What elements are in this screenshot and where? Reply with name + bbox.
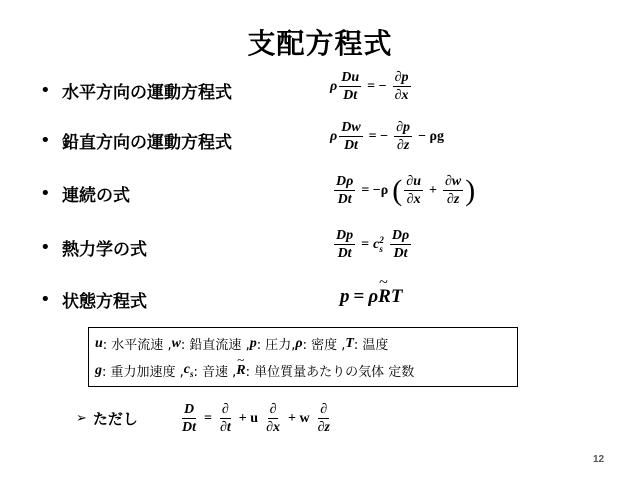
variable-definitions-box: [88, 327, 518, 387]
numerator: ∂: [320, 402, 328, 417]
plus: +: [429, 182, 437, 198]
definitions-line-1: [95, 330, 511, 357]
var-u: u: [95, 335, 103, 351]
fraction: [316, 402, 332, 435]
bullet-label: 連続の式: [62, 185, 130, 206]
desc-p: : 圧力,: [256, 338, 296, 353]
numerator: Dρ: [336, 174, 354, 189]
desc-w: : 鉛直流速 ,: [180, 338, 250, 353]
right-paren: ): [465, 173, 476, 207]
numerator: Dw: [341, 120, 361, 135]
bullet-label: 鉛直方向の運動方程式: [62, 132, 232, 153]
tilde-mark: ~: [379, 274, 388, 291]
superscript: 2: [379, 234, 384, 245]
gravity-term: − ρg: [418, 128, 445, 144]
fraction: [334, 228, 355, 261]
equation-horizontal-momentum: [330, 70, 413, 103]
r-tilde: [378, 274, 391, 308]
subscript: s: [379, 243, 383, 254]
bullet-dot: •: [40, 129, 51, 151]
bullet-state-equation: [40, 285, 147, 313]
denominator: Dt: [182, 420, 196, 435]
fraction: [339, 120, 362, 153]
var-cs: [184, 362, 194, 379]
numerator: ∂p: [396, 120, 411, 135]
bullet-dot: •: [40, 236, 51, 258]
numerator: D: [183, 402, 195, 417]
var-w: w: [171, 335, 181, 351]
denominator: ∂x: [406, 192, 421, 207]
cs-subscript: s: [190, 368, 194, 379]
denominator: ∂z: [317, 420, 330, 435]
bullet-thermodynamics: [40, 233, 147, 261]
definitions-line-2: [95, 351, 511, 384]
bullet-label: 状態方程式: [62, 291, 147, 312]
t-symbol: T: [390, 286, 403, 307]
denominator: Dt: [343, 88, 358, 103]
note-label: ただし: [92, 410, 138, 428]
p-symbol: p: [340, 286, 350, 307]
var-t: T: [345, 335, 354, 351]
r-letter: R: [236, 362, 246, 378]
fraction: [218, 402, 233, 435]
var-g: g: [95, 362, 102, 378]
desc-u: : 水平流速 ,: [102, 338, 172, 353]
numerator: ∂p: [394, 70, 409, 85]
equation-thermodynamics: [332, 228, 413, 261]
var-rho: ρ: [295, 335, 303, 351]
denominator: Dt: [393, 246, 408, 261]
r-letter: R: [378, 286, 391, 307]
desc-g: : 重力加速度 ,: [102, 365, 184, 380]
equation-material-derivative: [178, 402, 334, 435]
denominator: ∂z: [396, 138, 410, 153]
left-paren: (: [392, 173, 403, 207]
equals-minus: = −: [368, 128, 389, 144]
page-number: 12: [593, 454, 605, 465]
numerator: Du: [341, 70, 360, 85]
equation-state: [340, 274, 403, 308]
rho-symbol: ρ: [330, 128, 338, 144]
numerator: ∂: [269, 402, 277, 417]
sound-speed-symbol: [373, 236, 384, 254]
equals: =: [361, 236, 370, 252]
denominator: ∂x: [394, 88, 409, 103]
slide-title: 支配方程式: [247, 27, 393, 60]
tilde-mark: ~: [237, 351, 245, 367]
material-derivative-note: [76, 408, 138, 429]
fraction: [334, 174, 355, 207]
fraction: [339, 70, 361, 103]
numerator: Dp: [336, 228, 354, 243]
equation-vertical-momentum: [330, 120, 448, 153]
bullet-dot: •: [40, 182, 51, 204]
cs-letter: c: [183, 362, 190, 378]
fraction: [264, 402, 282, 435]
rho-symbol: ρ: [368, 286, 379, 307]
fraction: [180, 402, 198, 435]
var-p: p: [249, 335, 257, 351]
desc-cs: : 音速 ,: [193, 365, 237, 380]
denominator: ∂t: [219, 420, 231, 435]
equals-minus-rho: = −ρ: [361, 182, 389, 198]
fraction: [393, 70, 411, 103]
equals-minus: = −: [367, 78, 387, 94]
bullet-continuity: [40, 179, 130, 207]
desc-rho: : 密度 ,: [302, 338, 346, 353]
fraction: [390, 228, 411, 261]
numerator: Dρ: [391, 228, 410, 243]
equation-continuity: [332, 174, 475, 207]
equals: =: [353, 286, 365, 307]
numerator: ∂: [221, 402, 229, 417]
fraction: [394, 120, 412, 153]
desc-t: : 温度: [353, 338, 389, 353]
rho-symbol: ρ: [330, 78, 338, 94]
bullet-vertical-momentum: [40, 126, 232, 154]
bullet-label: 水平方向の運動方程式: [62, 82, 232, 103]
equals: =: [204, 410, 212, 426]
arrow-bullet-icon: ➢: [76, 411, 87, 426]
denominator: Dt: [337, 192, 352, 207]
bullet-label: 熱力学の式: [62, 239, 147, 260]
var-r-tilde: [236, 351, 246, 379]
numerator: ∂w: [444, 174, 462, 189]
denominator: ∂z: [446, 192, 460, 207]
c-letter: c: [373, 236, 380, 252]
bullet-horizontal-momentum: [40, 76, 232, 104]
plus-u: + u: [238, 410, 259, 426]
denominator: ∂x: [266, 420, 280, 435]
denominator: Dt: [337, 246, 352, 261]
bullet-dot: •: [40, 288, 51, 310]
numerator: ∂u: [406, 174, 421, 189]
desc-r: : 単位質量あたりの気体 定数: [245, 365, 415, 380]
plus-w: + w: [287, 410, 310, 426]
denominator: Dt: [343, 138, 358, 153]
bullet-dot: •: [40, 79, 51, 101]
fraction: [443, 174, 463, 207]
fraction: [404, 174, 423, 207]
